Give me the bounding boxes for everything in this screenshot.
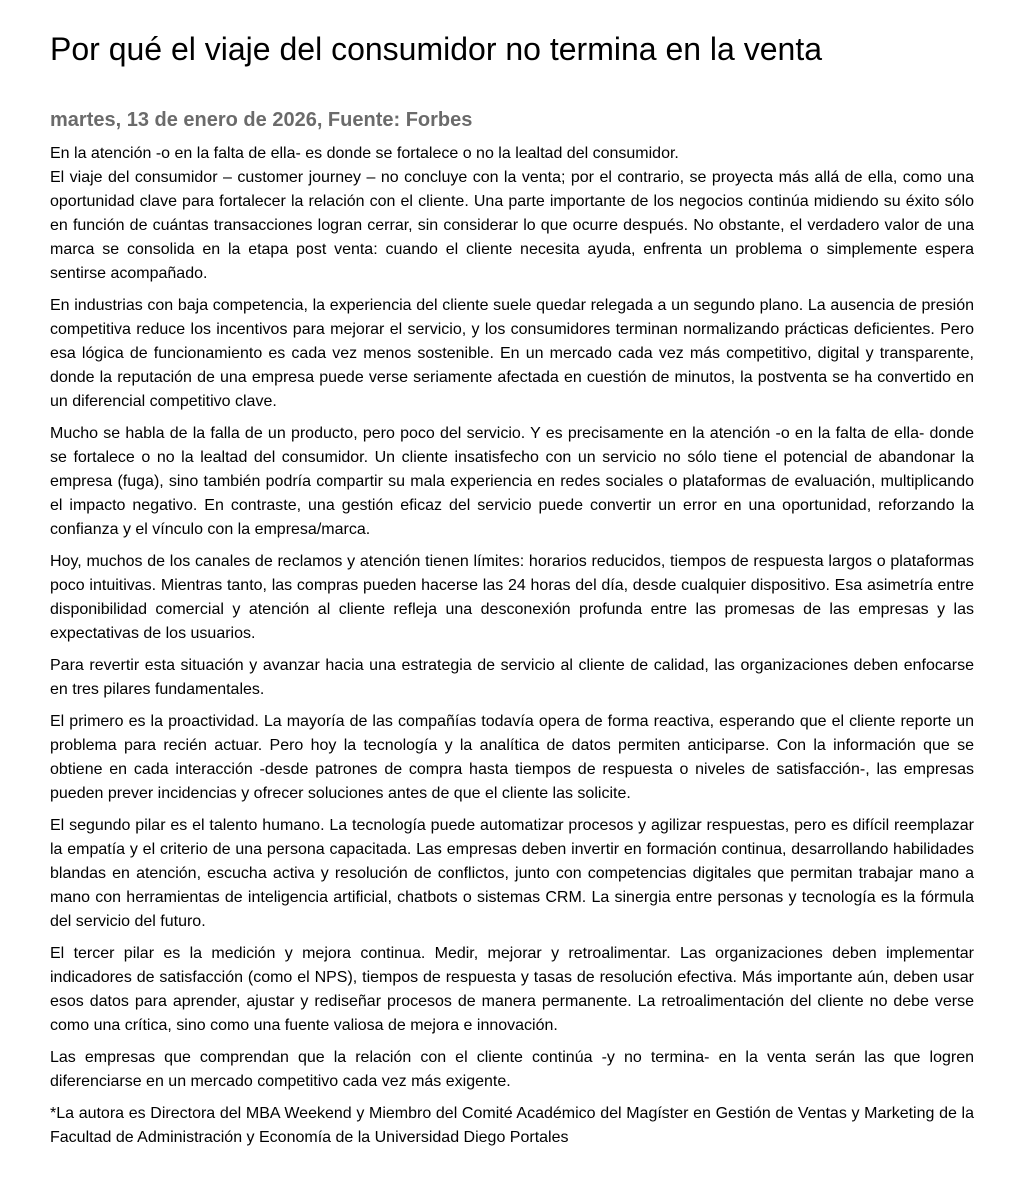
- author-note: *La autora es Directora del MBA Weekend y Miembro del Comité Académico del Magíster en Gestión de Ventas y Marketing de la Facultad de Administración y Economía de la Universidad Diego Portales: [50, 1105, 974, 1146]
- article-paragraph: El tercer pilar es la medición y mejora continua. Medir, mejorar y retroalimentar. Las organizaciones deben implementar indicadores de satisfacción (como el NPS), tiempos de respuesta y tasas de resolución efectiva. Más importante aún, deben usar esos datos para aprender, ajustar y rediseñar procesos de manera permanente. La retroalimentación del cliente no debe verse como una crítica, sino como una fuente valiosa de mejora e innovación.: [50, 945, 974, 1034]
- article-paragraph: El primero es la proactividad. La mayoría de las compañías todavía opera de forma reactiva, esperando que el cliente reporte un problema para recién actuar. Pero hoy la tecnología y la analítica de datos permiten anticiparse. Con la información que se obtiene en cada interacción -desde patrones de compra hasta tiempos de respuesta o niveles de satisfacción-, las empresas pueden prever incidencias y ofrecer soluciones antes de que el cliente las solicite.: [50, 713, 974, 802]
- article-title: Por qué el viaje del consumidor no termina en la venta: [50, 31, 822, 67]
- article-date-source: martes, 13 de enero de 2026, Fuente: Forbes: [50, 109, 473, 131]
- article-body: [50, 142, 974, 1150]
- article-paragraph: En industrias con baja competencia, la experiencia del cliente suele quedar relegada a un segundo plano. La ausencia de presión competitiva reduce los incentivos para mejorar el servicio, y los consumidores terminan normalizando prácticas deficientes. Pero esa lógica de funcionamiento es cada vez menos sostenible. En un mercado cada vez más competitivo, digital y transparente, donde la reputación de una empresa puede verse seriamente afectada en cuestión de minutos, la postventa se ha convertido en un diferencial competitivo clave.: [50, 297, 974, 410]
- article-paragraph: Hoy, muchos de los canales de reclamos y atención tienen límites: horarios reducidos, tiempos de respuesta largos o plataformas poco intuitivas. Mientras tanto, las compras pueden hacerse las 24 horas del día, desde cualquier dispositivo. Esa asimetría entre disponibilidad comercial y atención al cliente refleja una desconexión profunda entre las promesas de las empresas y las expectativas de los usuarios.: [50, 553, 974, 642]
- article-lead: En la atención -o en la falta de ella- es donde se fortalece o no la lealtad del consumidor.: [50, 145, 679, 162]
- article-paragraph: Las empresas que comprendan que la relación con el cliente continúa -y no termina- en la venta serán las que logren diferenciarse en un mercado competitivo cada vez más exigente.: [50, 1049, 974, 1090]
- article-paragraph: El segundo pilar es el talento humano. La tecnología puede automatizar procesos y agilizar respuestas, pero es difícil reemplazar la empatía y el criterio de una persona capacitada. Las empresas deben invertir en formación continua, desarrollando habilidades blandas en atención, escucha activa y resolución de conflictos, junto con competencias digitales que permitan trabajar mano a mano con herramientas de inteligencia artificial, chatbots o sistemas CRM. La sinergia entre personas y tecnología es la fórmula del servicio del futuro.: [50, 817, 974, 930]
- article-paragraph: El viaje del consumidor – customer journey – no concluye con la venta; por el contrario, se proyecta más allá de ella, como una oportunidad clave para fortalecer la relación con el cliente. Una parte importante de los negocios continúa midiendo su éxito sólo en función de cuántas transacciones logran cerrar, sin considerar lo que ocurre después. No obstante, el verdadero valor de una marca se consolida en la etapa post venta: cuando el cliente necesita ayuda, enfrenta un problema o simplemente espera sentirse acompañado.: [50, 169, 974, 282]
- article-paragraph: Para revertir esta situación y avanzar hacia una estrategia de servicio al cliente de calidad, las organizaciones deben enfocarse en tres pilares fundamentales.: [50, 657, 974, 698]
- article-paragraph: Mucho se habla de la falla de un producto, pero poco del servicio. Y es precisamente en la atención -o en la falta de ella- donde se fortalece o no la lealtad del consumidor. Un cliente insatisfecho con un servicio no sólo tiene el potencial de abandonar la empresa (fuga), sino también podría compartir su mala experiencia en redes sociales o plataformas de evaluación, multiplicando el impacto negativo. En contraste, una gestión eficaz del servicio puede convertir un error en una oportunidad, reforzando la confianza y el vínculo con la empresa/marca.: [50, 425, 974, 538]
